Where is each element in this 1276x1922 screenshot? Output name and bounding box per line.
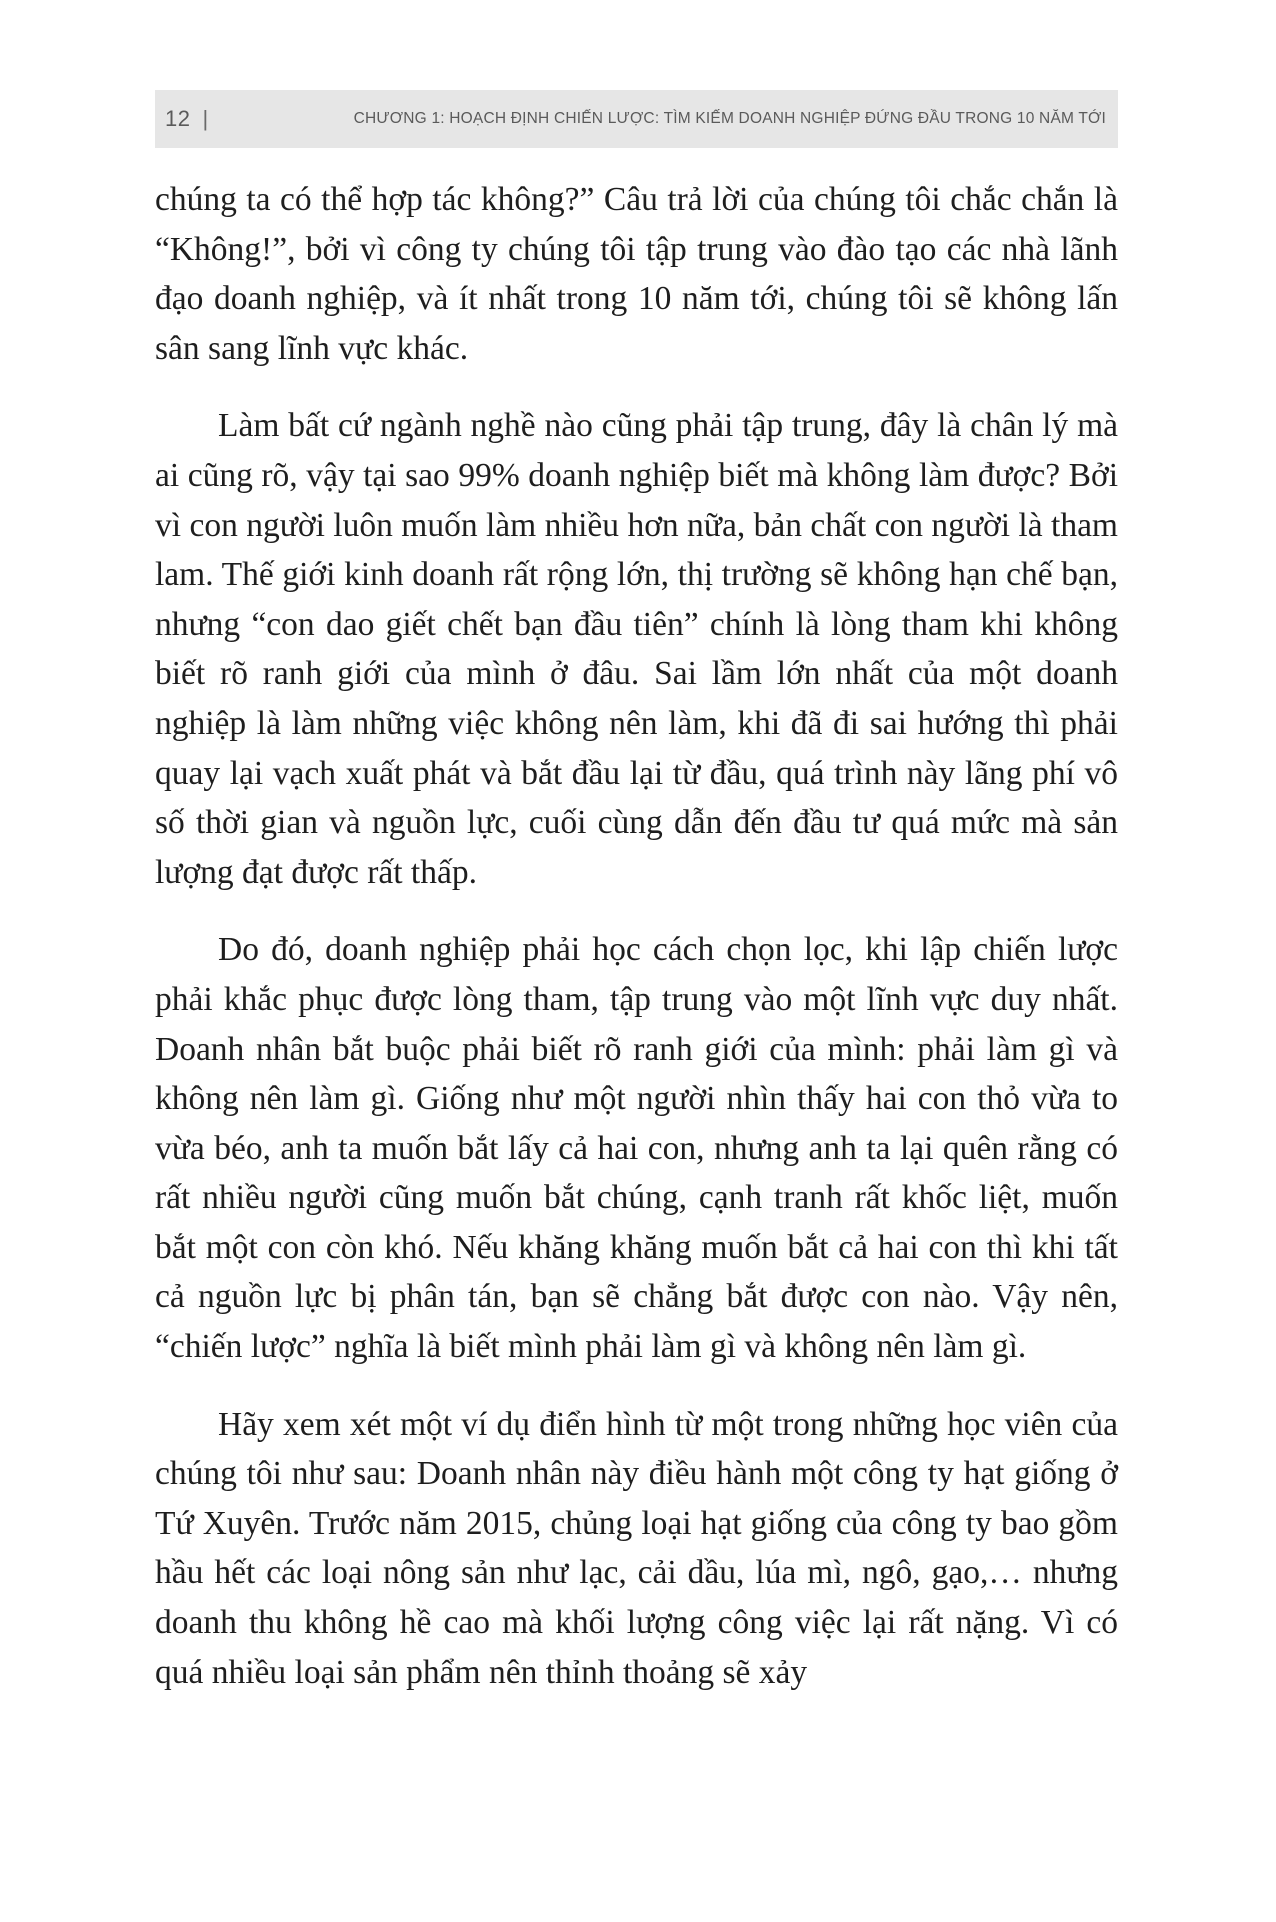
running-header (155, 90, 1118, 148)
header-separator: | (202, 106, 209, 131)
page-number: 12 (165, 106, 191, 131)
paragraph: Do đó, doanh nghiệp phải học cách chọn lọc, khi lập chiến lược phải khắc phục được lòng tham, tập trung vào một lĩnh vực duy nhất. Doanh nhân bắt buộc phải biết rõ ranh giới của mình: phải làm gì và không nên làm gì. Giống như một người nhìn thấy hai con thỏ vừa to vừa béo, anh ta muốn bắt lấy cả hai con, nhưng anh ta lại quên rằng có rất nhiều người cũng muốn bắt chúng, cạnh tranh rất khốc liệt, muốn bắt một con còn khó. Nếu khăng khăng muốn bắt cả hai con thì khi tất cả nguồn lực bị phân tán, bạn sẽ chẳng bắt được con nào. Vậy nên, “chiến lược” nghĩa là biết mình phải làm gì và không nên làm gì. (155, 931, 1118, 1366)
paragraph: Hãy xem xét một ví dụ điển hình từ một trong những học viên của chúng tôi như sau: Doanh nhân này điều hành một công ty hạt giống ở Tứ Xuyên. Trước năm 2015, chủng loại hạt giống của công ty bao gồm hầu hết các loại nông sản như lạc, cải dầu, lúa mì, ngô, gạo,… nhưng doanh thu không hề cao mà khối lượng công việc lại rất nặng. Vì có quá nhiều loại sản phẩm nên thỉnh thoảng sẽ xảy (155, 1405, 1118, 1691)
body-text (155, 175, 1118, 1725)
paragraph: Làm bất cứ ngành nghề nào cũng phải tập trung, đây là chân lý mà ai cũng rõ, vậy tại sao 99% doanh nghiệp biết mà không làm được? Bởi vì con người luôn muốn làm nhiều hơn nữa, bản chất con người là tham lam. Thế giới kinh doanh rất rộng lớn, thị trường sẽ không hạn chế bạn, nhưng “con dao giết chết bạn đầu tiên” chính là lòng tham khi không biết rõ ranh giới của mình ở đâu. Sai lầm lớn nhất của một doanh nghiệp là làm những việc không nên làm, khi đã đi sai hướng thì phải quay lại vạch xuất phát và bắt đầu lại từ đầu, quá trình này lãng phí vô số thời gian và nguồn lực, cuối cùng dẫn đến đầu tư quá mức mà sản lượng đạt được rất thấp. (155, 407, 1118, 891)
paragraph-continuation: chúng ta có thể hợp tác không?” Câu trả lời của chúng tôi chắc chắn là “Không!”, bởi vì công ty chúng tôi tập trung vào đào tạo các nhà lãnh đạo doanh nghiệp, và ít nhất trong 10 năm tới, chúng tôi sẽ không lấn sân sang lĩnh vực khác. (155, 181, 1118, 367)
chapter-title: CHƯƠNG 1: HOẠCH ĐỊNH CHIẾN LƯỢC: TÌM KIẾM DOANH NGHIỆP ĐỨNG ĐẦU TRONG 10 NĂM TỚI (353, 110, 1106, 127)
